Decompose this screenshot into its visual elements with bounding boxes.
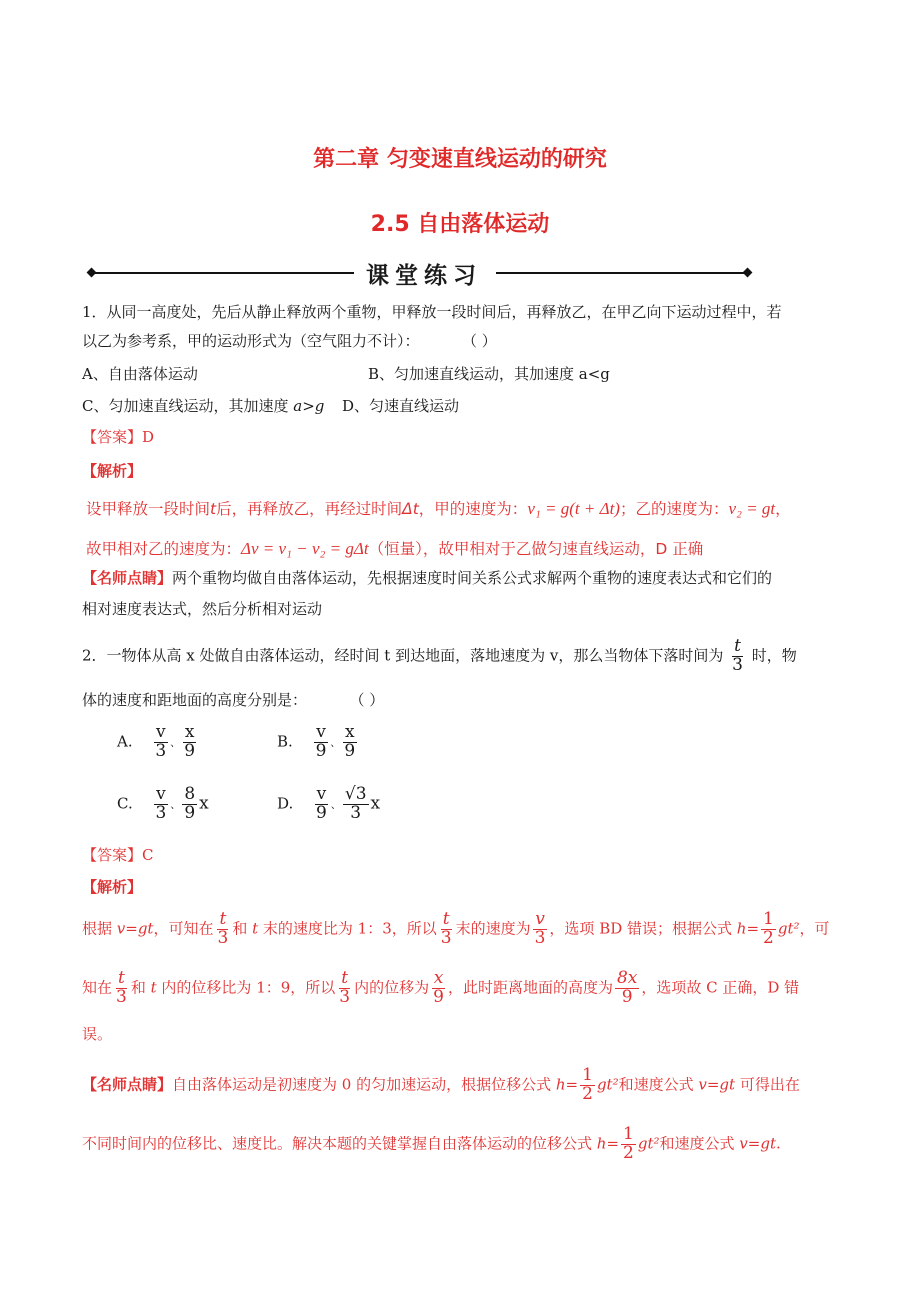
- q1-answer: 【答案】D: [82, 428, 155, 446]
- q2-explanation-line3: 误。: [82, 1025, 113, 1043]
- banner-right-diamond: [743, 268, 753, 278]
- q1-option-c: C、匀加速直线运动，其加速度 a>g: [82, 397, 325, 415]
- section-banner: 课堂练习: [366, 263, 482, 289]
- q1-explanation-line1: 设甲释放一段时间t后，再释放乙，再经过时间Δt，甲的速度为：v₁ = g(t + Δt)；乙的速度为：v₂ = gt，: [86, 499, 791, 518]
- q2-tip-line1: 【名师点睛】自由落体运动是初速度为 0 的匀加速运动，根据位移公式 h= $\frac{1}{2}$ gt²和速度公式 v=gt 可得出在: [82, 1065, 800, 1104]
- q2-option-c: C. $\frac{v}{3}$ 、 $\frac{8}{9}$ x: [117, 784, 209, 823]
- q2-option-a: A. $\frac{v}{3}$ 、 $\frac{x}{9}$: [117, 722, 196, 761]
- section-title: 2.5 自由落体运动: [370, 212, 550, 237]
- q2-option-d: D. $\frac{v}{9}$ 、 $\frac{√3}{3}$ x: [277, 784, 381, 823]
- q2-answer: 【答案】C: [82, 846, 154, 864]
- q2-explanation-line2: 知在 $\frac{t}{3}$ 和 t 内的位移比为 1：9，所以 $\frac{t}{3}$ 内的位移为 $\frac{x}{9}$ ，此时距离地面的高度为 $\frac{8x}{9}$ ，选项故 C 正确，D 错: [82, 968, 800, 1007]
- q1-option-a: A、自由落体运动: [82, 365, 198, 383]
- q2-option-b: B. $\frac{v}{9}$ 、 $\frac{x}{9}$: [277, 722, 356, 761]
- q2-stem-line2: 体的速度和距地面的高度分别是： （ ）: [82, 691, 385, 709]
- q1-option-d: D、匀速直线运动: [342, 397, 460, 415]
- q1-tip-line1: 【名师点睛】两个重物均做自由落体运动，先根据速度时间关系公式求解两个重物的速度表达式和它们的: [82, 569, 773, 587]
- q2-stem-line1: 2．一物体从高 x 处做自由落体运动，经时间 t 到达地面，落地速度为 v，那么当物体下落时间为 $\frac{t}{3}$ 时，物: [82, 636, 797, 675]
- banner-right-line: [496, 272, 746, 274]
- banner-left-line: [92, 272, 354, 274]
- q2-tip-line2: 不同时间内的位移比、速度比。解决本题的关键掌握自由落体运动的位移公式 h= $\frac{1}{2}$ gt²和速度公式 v=gt.: [82, 1124, 781, 1163]
- q1-explanation-line2: 故甲相对乙的速度为：Δv = v₁ − v₂ = gΔt（恒量），故甲相对于乙做匀速直线运动，D 正确: [86, 539, 704, 558]
- q2-explanation-line1: 根据 v=gt，可知在 $\frac{t}{3}$ 和 t 末的速度比为 1：3，所以 $\frac{t}{3}$ 末的速度为 $\frac{v}{3}$ ，选项 BD 错误；根据公式 h= $\frac{1}{2}$ gt²，可: [82, 909, 830, 948]
- q1-option-b: B、匀加速直线运动，其加速度 a<g: [368, 365, 610, 383]
- chapter-title: 第二章 匀变速直线运动的研究: [313, 147, 607, 172]
- q1-tip-line2: 相对速度表达式，然后分析相对运动: [82, 600, 323, 618]
- q1-analysis-tag: 【解析】: [82, 462, 143, 480]
- q2-analysis-tag: 【解析】: [82, 878, 143, 896]
- q1-stem-line1: 1．从同一高度处，先后从静止释放两个重物，甲释放一段时间后，再释放乙，在甲乙向下运动过程中，若: [82, 303, 782, 321]
- q1-stem-line2: 以乙为参考系，甲的运动形式为（空气阻力不计）： （ ）: [82, 332, 497, 350]
